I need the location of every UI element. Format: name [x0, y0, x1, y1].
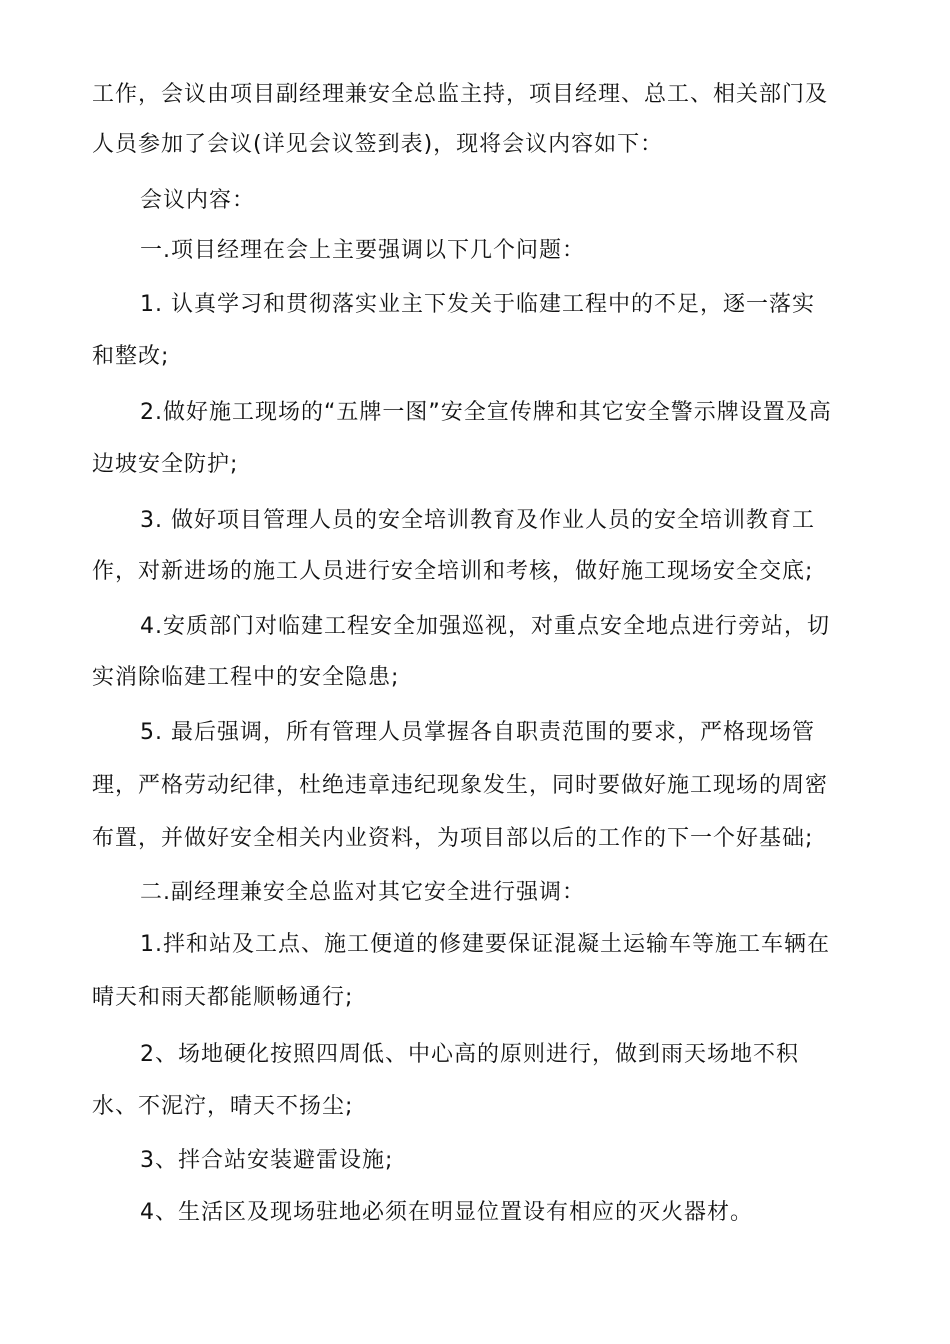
- text-line: 3、拌合站安装避雷设施;: [140, 1148, 394, 1173]
- text-line: 3. 做好项目管理人员的安全培训教育及作业人员的安全培训教育工: [140, 508, 815, 533]
- text-line: 工作，会议由项目副经理兼安全总监主持，项目经理、总工、相关部门及: [92, 82, 829, 107]
- section-heading: 二.副经理兼安全总监对其它安全进行强调：: [140, 880, 585, 905]
- text-line: 1.拌和站及工点、施工便道的修建要保证混凝土运输车等施工车辆在: [140, 932, 830, 957]
- text-line: 4、生活区及现场驻地必须在明显位置设有相应的灭火器材。: [140, 1200, 753, 1225]
- text-line: 作，对新进场的施工人员进行安全培训和考核，做好施工现场安全交底;: [92, 559, 814, 584]
- text-line: 人员参加了会议(详见会议签到表)，现将会议内容如下：: [92, 132, 664, 157]
- text-line: 4.安质部门对临建工程安全加强巡视，对重点安全地点进行旁站，切: [140, 614, 830, 639]
- text-line: 边坡安全防护;: [92, 452, 239, 477]
- section-heading: 会议内容：: [140, 188, 256, 213]
- text-line: 和整改;: [92, 344, 170, 369]
- text-line: 理，严格劳动纪律，杜绝违章违纪现象发生，同时要做好施工现场的周密: [92, 773, 829, 798]
- text-line: 5. 最后强调，所有管理人员掌握各自职责范围的要求，严格现场管: [140, 720, 815, 745]
- text-line: 水、不泥泞，晴天不扬尘;: [92, 1094, 354, 1119]
- text-line: 实消除临建工程中的安全隐患;: [92, 665, 400, 690]
- text-line: 晴天和雨天都能顺畅通行;: [92, 985, 354, 1010]
- text-line: 布置，并做好安全相关内业资料，为项目部以后的工作的下一个好基础;: [92, 826, 814, 851]
- text-line: 1. 认真学习和贯彻落实业主下发关于临建工程中的不足，逐一落实: [140, 292, 815, 317]
- text-line: 2.做好施工现场的“五牌一图”安全宣传牌和其它安全警示牌设置及高: [140, 400, 832, 425]
- text-line: 2、场地硬化按照四周低、中心高的原则进行，做到雨天场地不积: [140, 1042, 799, 1067]
- section-heading: 一.项目经理在会上主要强调以下几个问题：: [140, 238, 585, 263]
